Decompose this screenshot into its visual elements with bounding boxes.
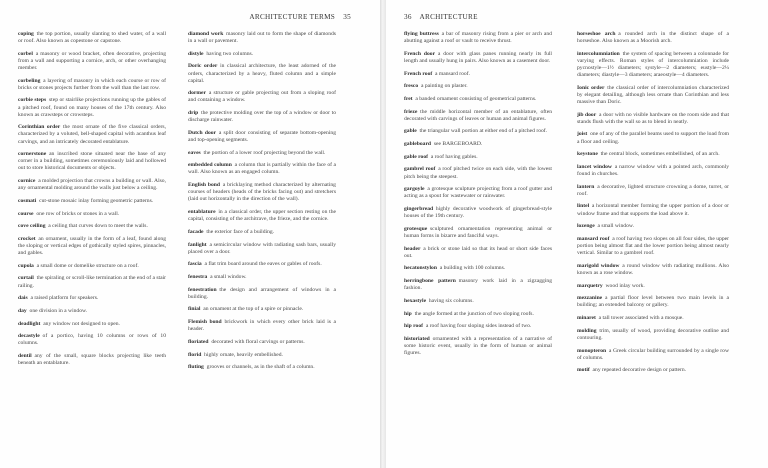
left-page [0, 0, 380, 468]
entry-definition: a partial floor level between two main levels in a building; an extended balcony or gallery. [577, 295, 729, 309]
glossary-entry [577, 112, 729, 126]
glossary-entry [188, 110, 336, 124]
entry-term: Corinthian order [18, 124, 61, 131]
entry-term: cupola [18, 262, 34, 269]
entry-term: entablature [188, 209, 216, 216]
entry-definition: in a classical order, the upper section resting on the capital, consisting of the architrave, the frieze, and the cornice. [188, 209, 336, 223]
glossary-entry [404, 186, 552, 200]
entry-term: lantern [577, 183, 595, 190]
entry-definition: the top portion, usually slanting to shed water, of a wall or roof. Also known as copestone or capstone. [18, 31, 166, 45]
entry-definition: a round window with radiating mullions. Also known as a rose window. [577, 262, 729, 276]
entry-term: minaret [577, 315, 596, 322]
entry-definition: a banded ornament consisting of geometrical patterns. [415, 95, 537, 102]
entry-term: Flemish bond [188, 319, 222, 326]
right-running-head [404, 13, 484, 21]
entry-definition: the classical order of intercolumniation characterized by elegant detailing, although less ornate than Corinthian and less massive than Doric. [577, 84, 729, 105]
entry-definition: highly ornate, heavily embellished. [204, 351, 283, 358]
entry-term: lozenge [577, 223, 595, 230]
entry-definition: a column that is partially within the face of a wall. Also known as an engaged column. [188, 162, 336, 176]
entry-term: mezzanine [577, 295, 603, 302]
entry-definition: the middle horizontal member of an entablature, often decorated with carvings of leaves or human and animal figures. [404, 108, 552, 122]
glossary-entry [577, 51, 729, 79]
entry-term: marigold window [577, 262, 620, 269]
entry-term: fenestration [188, 286, 217, 293]
entry-definition: brickwork in which every other brick laid is a header. [188, 319, 336, 333]
left-running-title: ARCHITECTURE TERMS [249, 13, 336, 21]
entry-definition: of a portico, having 10 columns or rows of 10 columns. [18, 333, 166, 347]
glossary-entry [188, 274, 336, 281]
entry-definition: a roof having two slopes on all four sides, the upper portion being almost flat and the lower portion being almost nearly vertical. Similar to a gambrel roof. [577, 235, 729, 257]
entry-definition: a building with 100 columns. [439, 265, 506, 272]
entry-term: corbie steps [18, 97, 47, 104]
entry-definition: a split door consisting of separate bottom-opening and top-opening segments. [188, 129, 336, 143]
glossary-entry [18, 51, 166, 72]
glossary-entry [188, 242, 336, 256]
entry-term: crocket [18, 235, 36, 242]
entry-definition: one division in a window. [29, 307, 88, 314]
glossary-entry [18, 223, 166, 230]
entry-definition: the exterior face of a building. [206, 228, 275, 235]
entry-term: corbel [18, 50, 33, 57]
entry-term: jib door [577, 111, 597, 118]
entry-term: motif [577, 367, 590, 374]
entry-definition: ornamented with a representation of a narrative of some historic event, usually in the form of human or animal figures. [404, 335, 552, 357]
glossary-entry [188, 352, 336, 359]
entry-term: historiated [404, 335, 430, 342]
entry-definition: a layering of masonry in which each course or row of bricks or stones projects further from the wall than the last row. [18, 77, 166, 91]
glossary-entry [18, 236, 166, 257]
glossary-entry [577, 203, 729, 217]
glossary-entry [18, 333, 166, 347]
entry-term: keystone [577, 151, 598, 158]
entry-definition: a door with no visible hardware on the room side and that stands flush with the wall so as to blend in neatly. [577, 111, 729, 125]
entry-definition: any window not designed to open. [43, 320, 120, 327]
entry-definition: the portion of a lower roof projecting beyond the wall. [203, 149, 326, 156]
glossary-entry [577, 263, 729, 277]
entry-term: cornerstone [18, 151, 47, 158]
entry-definition: a door with glass panes running nearly its full length and usually hung in pairs. Also known as a casement door. [404, 50, 552, 64]
glossary-entry [188, 90, 336, 104]
entry-term: florid [188, 351, 202, 358]
entry-definition: masonry work laid in a zigzagging fashion. [404, 278, 552, 292]
entry-term: fanlight [188, 241, 207, 248]
entry-definition: highly decorative woodwork of gingerbread-style houses of the 19th century. [404, 206, 552, 220]
entry-definition: a brick or stone laid so that its head or short side faces out. [404, 245, 552, 259]
glossary-entry [18, 124, 166, 145]
glossary-entry [404, 166, 552, 180]
glossary-entry [404, 109, 552, 123]
right-page [386, 0, 768, 468]
glossary-entry [188, 63, 336, 84]
entry-definition: a small window. [597, 223, 634, 230]
entry-term: hip [404, 310, 412, 317]
entry-definition: a semicircular window with radiating sash bars, usually placed over a door. [188, 241, 336, 255]
glossary-entry [404, 141, 552, 148]
glossary-entry [18, 31, 166, 45]
glossary-entry [188, 319, 336, 333]
glossary-entry [577, 367, 729, 374]
glossary-entry [577, 223, 729, 230]
entry-definition: one of any of the parallel beams used to support the load from a floor and ceiling. [577, 131, 729, 145]
glossary-entry [18, 178, 166, 192]
entry-definition: a roof having gables. [430, 153, 478, 160]
entry-definition: a mansard roof. [435, 70, 470, 77]
entry-term: fenestra [188, 273, 208, 280]
entry-definition: a bricklaying method characterized by alternating courses of headers (heads of the bricks facing out) and stretchers (laid out horizontally in the direction of the wall). [188, 182, 336, 203]
entry-term: molding [577, 327, 597, 334]
entry-term: marquetry [577, 282, 603, 289]
entry-term: herringbone pattern [404, 278, 456, 285]
glossary-entry [577, 164, 729, 178]
right-column-2 [577, 31, 729, 463]
entry-definition: the most ornate of the five classical orders, characterized by a voluted, bell-shaped capital with acanthus leaf carvings, and an intricately decorated entablature. [18, 124, 166, 145]
entry-term: dentil [18, 353, 32, 360]
glossary-entry [404, 128, 552, 135]
glossary-entry [188, 261, 336, 268]
entry-definition: an inscribed stone situated near the base of any corner in a building, sometimes ceremoniously laid and hollowed out to store historical documents or objects. [18, 151, 166, 172]
entry-definition: a masonry or wood bracket, often decorative, projecting from a wall and supporting a cornice, arch, or other overhanging member. [18, 50, 166, 71]
glossary-entry [18, 198, 166, 205]
left-column-1 [18, 31, 166, 463]
entry-term: monopteron [577, 347, 607, 354]
left-column-2 [188, 31, 336, 463]
entry-term: gargoyle [404, 186, 425, 193]
glossary-entry [18, 151, 166, 172]
entry-definition: a structure or gable projecting out from a sloping roof and containing a window. [188, 90, 336, 104]
glossary-entry [188, 150, 336, 157]
entry-definition: any repeated decorative design or pattern. [592, 367, 687, 374]
entry-definition: having two columns. [206, 50, 254, 57]
glossary-entry [404, 83, 552, 90]
left-running-head [249, 13, 351, 21]
entry-term: hexastyle [404, 297, 427, 304]
entry-definition: a rounded arch in the distinct shape of a horseshoe. Also known as a Moorish arch. [577, 31, 729, 45]
glossary-entry [188, 182, 336, 203]
entry-term: fascia [188, 261, 202, 268]
entry-term: Dutch door [188, 129, 217, 136]
entry-term: facade [188, 228, 204, 235]
entry-definition: a small dome or domelike structure on a roof. [36, 262, 139, 269]
glossary-entry [188, 306, 336, 313]
entry-term: decastyle [18, 333, 40, 340]
entry-term: gable [404, 128, 417, 135]
entry-term: cove ceiling [18, 223, 46, 230]
entry-definition: wood inlay work. [605, 282, 645, 289]
entry-definition: decorated with floral carvings or patterns. [211, 338, 305, 345]
glossary-entry [404, 71, 552, 78]
entry-definition: having six columns. [428, 297, 474, 304]
entry-definition: a narrow window with a pointed arch, commonly found in churches. [577, 163, 729, 177]
glossary-entry [188, 209, 336, 223]
glossary-entry [188, 130, 336, 144]
glossary-entry [188, 339, 336, 346]
glossary-entry [577, 283, 729, 290]
glossary-entry [577, 295, 729, 309]
glossary-entry [404, 31, 552, 45]
glossary-entry [577, 348, 729, 362]
glossary-entry [404, 226, 552, 240]
entry-term: dais [18, 295, 28, 302]
entry-term: gingerbread [404, 206, 434, 213]
glossary-entry [188, 162, 336, 176]
glossary-entry [18, 78, 166, 92]
entry-term: fresco [404, 83, 419, 90]
glossary-entry [18, 308, 166, 315]
entry-definition: an ornament, usually in the form of a leaf, found along the sloping or vertical edges of gothically styled spires, pinnacles, and gables. [18, 235, 166, 257]
entry-term: frieze [404, 108, 418, 115]
entry-term: cornice [18, 178, 36, 185]
glossary-entry [188, 229, 336, 236]
entry-term: dormer [188, 90, 207, 97]
entry-definition: a small window. [210, 273, 247, 280]
entry-definition: a grotesque sculpture projecting from a roof gutter and acting as a spout for wastewater or rainwater. [404, 186, 552, 200]
entry-definition: the triangular wall portion at either end of a pitched roof. [419, 128, 548, 135]
entry-term: eaves [188, 149, 201, 156]
entry-term: floriated [188, 338, 209, 345]
glossary-entry [18, 353, 166, 367]
entry-term: drip [188, 110, 199, 117]
entry-definition: a molded projection that crowns a building or wall. Also, any ornamental molding around the walls just below a ceiling. [18, 178, 166, 192]
glossary-entry [577, 315, 729, 322]
entry-definition: a roof pitched twice on each side, with the lowest pitch being the steepest. [404, 166, 552, 180]
glossary-entry [404, 311, 552, 318]
entry-definition: cut-stone mosaic inlay forming geometric patterns. [39, 197, 154, 204]
glossary-entry [577, 85, 729, 106]
glossary-entry [18, 295, 166, 302]
glossary-entry [404, 265, 552, 272]
glossary-entry [404, 323, 552, 330]
entry-term: curtail [18, 275, 34, 282]
glossary-entry [404, 278, 552, 292]
entry-term: lintel [577, 203, 590, 210]
entry-definition: the angle formed at the junction of two sloping roofs. [414, 310, 534, 317]
entry-definition: step or stairlike projections running up the gables of a pitched roof, found on many houses of the 17th century. Also known as crawsteps or crowsteps. [18, 97, 166, 118]
entry-term: mansard roof [577, 235, 610, 242]
entry-definition: grooves or channels, as in the shaft of a column. [206, 364, 315, 371]
entry-definition: a flat trim board around the eaves or gables of roofs. [204, 261, 322, 268]
entry-definition: the central block, sometimes embellished, of an arch. [600, 151, 720, 158]
entry-term: day [18, 307, 27, 314]
entry-definition: a Greek circular building surrounded by a single row of columns. [577, 347, 729, 361]
glossary-entry [18, 263, 166, 270]
right-column-1 [404, 31, 552, 463]
entry-term: horseshoe arch [577, 31, 616, 37]
entry-term: gableboard [404, 141, 432, 148]
entry-definition: the system of spacing between a colonnade for varying effects. Roman styles of intercolumniation include pycnostyle—1½ diameters; systyle—2 diameters; eustyle—2¼ diameters; diastyle—3 diameters; araeostyle—4 diameters. [577, 50, 729, 79]
entry-term: Ionic order [577, 84, 605, 91]
entry-term: finial [188, 306, 201, 313]
glossary-entry [577, 131, 729, 145]
glossary-entry [577, 31, 729, 45]
glossary-entry [404, 298, 552, 305]
entry-term: diamond work [188, 31, 224, 37]
entry-definition: one row of bricks or stones in a wall. [36, 210, 120, 217]
glossary-entry [404, 336, 552, 357]
entry-term: distyle [188, 50, 204, 57]
entry-term: embedded column [188, 162, 232, 169]
entry-definition: trim, usually of wood, providing decorative outline and contouring. [577, 327, 729, 341]
entry-term: lancet window [577, 163, 612, 170]
entry-definition: a raised platform for speakers. [30, 295, 99, 302]
entry-definition: masonry laid out to form the shape of diamonds in a wall or pavement. [188, 31, 336, 45]
glossary-entry [577, 236, 729, 257]
entry-term: header [404, 245, 421, 252]
entry-term: Doric order [188, 63, 218, 70]
glossary-entry [188, 364, 336, 371]
entry-term: grotesque [404, 225, 428, 232]
entry-term: fret [404, 95, 413, 102]
glossary-entry [404, 246, 552, 260]
entry-definition: an ornament at the top of a spire or pinnacle. [203, 306, 304, 313]
entry-definition: a horizontal member forming the upper portion of a door or window frame and that supports the load above it. [577, 203, 729, 217]
glossary-entry [577, 151, 729, 158]
entry-definition: a painting on plaster. [420, 83, 468, 90]
entry-term: intercolumniation [577, 50, 620, 57]
entry-term: corbeling [18, 77, 41, 84]
entry-definition: sculptured ornamentation representing animal or human forms in bizarre and fanciful ways. [404, 225, 552, 239]
entry-definition: a roof having four sloping sides instead of two. [425, 323, 532, 330]
entry-definition: a decorative, lighted structure crowning a dome, turret, or roof. [577, 183, 729, 197]
glossary-entry [404, 206, 552, 220]
entry-term: joist [577, 131, 588, 138]
entry-term: gambrel roof [404, 166, 436, 173]
entry-term: course [18, 210, 34, 217]
entry-definition: in classical architecture, the least adorned of the orders, characterized by a heavy, fluted column and a simple capital. [188, 63, 336, 84]
glossary-entry [188, 31, 336, 45]
glossary-entry [188, 51, 336, 58]
glossary-entry [18, 321, 166, 328]
entry-term: flying buttress [404, 31, 439, 37]
entry-definition: the spiraling or scroll-like termination at the end of a stair railing. [18, 275, 166, 289]
glossary-entry [577, 184, 729, 198]
glossary-entry [18, 211, 166, 218]
entry-term: cosmati [18, 197, 37, 204]
entry-term: fluting [188, 364, 204, 371]
entry-term: coping [18, 31, 34, 37]
entry-term: gable roof [404, 153, 428, 160]
glossary-entry [18, 275, 166, 289]
entry-definition: the design and arrangement of windows in a building. [188, 286, 336, 300]
entry-definition: the protective molding over the top of a window or door to discharge rainwater. [188, 110, 336, 124]
glossary-entry [188, 287, 336, 301]
right-page-number: 36 [404, 13, 412, 21]
left-page-number: 35 [343, 13, 351, 21]
entry-term: English bond [188, 182, 220, 189]
entry-term: French roof [404, 70, 433, 77]
entry-definition: a bar of masonry rising from a pier or arch and abutting against a roof or vault to receive thrust. [404, 31, 552, 45]
entry-definition: a tall tower associated with a mosque. [598, 315, 684, 322]
glossary-entry [404, 96, 552, 103]
glossary-entry [404, 51, 552, 65]
glossary-entry [404, 154, 552, 161]
entry-definition: see BARGEBOARD. [433, 141, 483, 148]
right-running-title: ARCHITECTURE [419, 13, 478, 21]
entry-term: hecatonstylon [404, 265, 437, 272]
entry-term: hip roof [404, 323, 424, 330]
entry-definition: a ceiling that curves down to meet the walls. [48, 223, 148, 230]
glossary-entry [577, 328, 729, 342]
entry-term: French door [404, 50, 436, 57]
entry-definition: any of the small, square blocks projecting like teeth beneath an entablature. [18, 353, 166, 367]
entry-term: deadlight [18, 320, 41, 327]
glossary-entry [18, 97, 166, 118]
